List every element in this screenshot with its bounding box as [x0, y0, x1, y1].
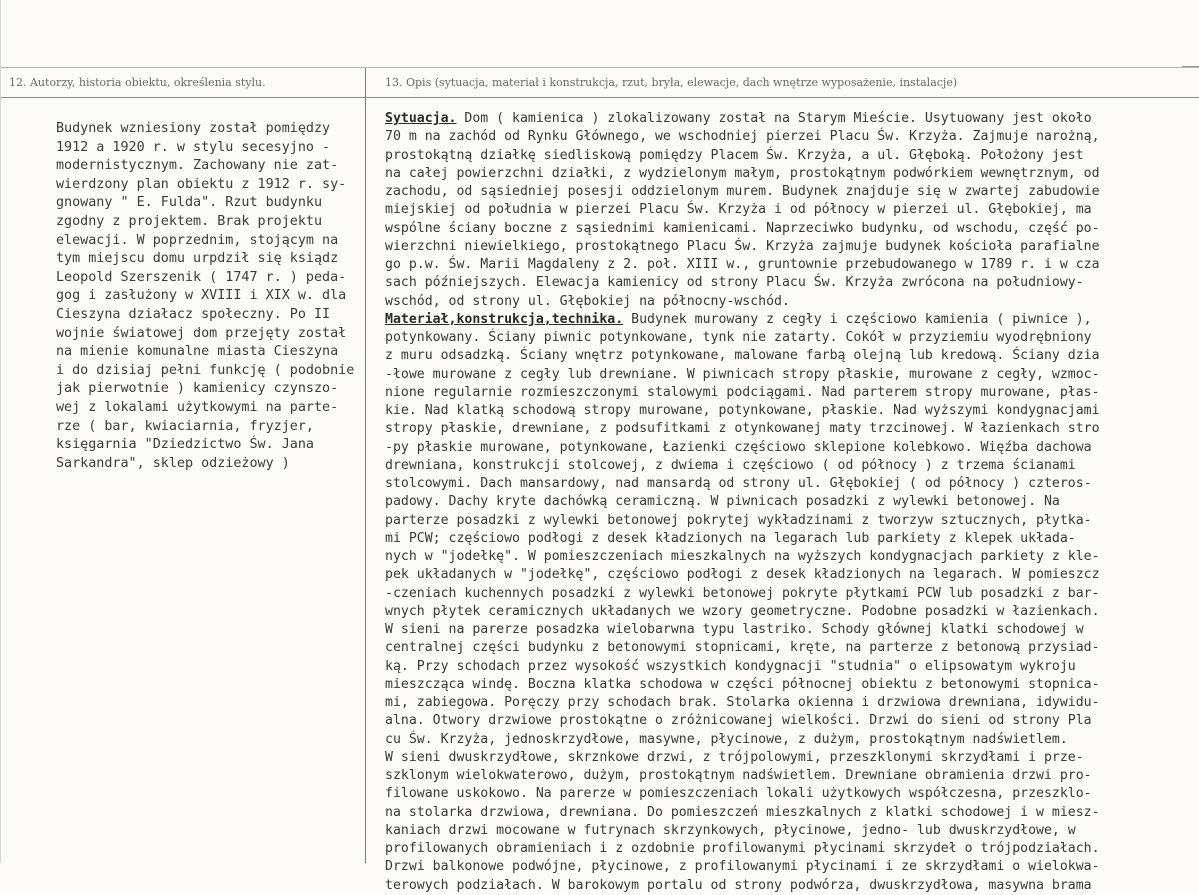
- material-line: kie. Nad klatką schodową stropy murowane, potynkowane, płaskie. Nad wyższymi kondygnacjami: [385, 403, 1100, 418]
- material-line: z muru odsadzką. Ściany wnętrz potynkowane, malowane farbą olejną lub kredową. Ściany dzia: [385, 348, 1100, 364]
- material-line: na stolarka drzwiowa, drewniana. Do pomieszczeń mieszkalnych z klatki schodowej i w miesz-: [385, 804, 1100, 820]
- history-line: Leopold Szerszenik ( 1747 r. ) peda-: [56, 269, 347, 285]
- material-line: -łowe murowane z cegły lub drewniane. W piwnicach stropy płaskie, murowane z cegły, wzmoc-: [385, 366, 1100, 382]
- history-line: wej z lokalami użytkowymi na parte-: [56, 399, 339, 415]
- history-line: i do dzisiaj pełni funkcję ( podobnie: [56, 362, 355, 378]
- section-13-header: 13. Opis (sytuacja, materiał i konstrukcja, rzut, bryła, elewacje, dach wnętrze wyposażenie, instalacje): [385, 76, 958, 89]
- history-line: 1912 a 1920 r. w stylu secesyjno -: [56, 139, 331, 155]
- history-line: modernistycznym. Zachowany nie zat-: [56, 158, 339, 174]
- history-line: elewacji. W poprzednim, stojącym na: [56, 232, 339, 248]
- material-line: W sieni na parerze posadzka wielobarwna typu lastriko. Schody głównej klatki schodowej w: [385, 622, 1084, 637]
- history-line: Budynek wzniesiony został pomiędzy: [56, 121, 331, 136]
- material-line: pek układanych w "jodełkę", częściowo podłogi z desek kładzionych na legarach. W pomieszcz: [385, 567, 1100, 583]
- situation-first-line: [385, 110, 1190, 128]
- history-line: rze ( bar, kwiaciarnia, fryzjer,: [56, 418, 314, 434]
- description-text-block: [385, 110, 1190, 895]
- material-line: kaniach drzwi mocowane w futrynach skrzynkowych, płycinowe, jedno- lub dwuskrzydłowe, w: [385, 822, 1076, 838]
- material-heading: Materiał,konstrukcja,technika.: [385, 311, 624, 327]
- material-line: nych w "jodełkę". W pomieszczeniach mieszkalnych na wyższych kondygnacjach parkiety z kle-: [385, 549, 1100, 564]
- history-line: tym miejscu domu urpdził się ksiądz: [56, 251, 339, 267]
- material-line: Budynek murowany z cegły i częściowo kamienia ( piwnice ),: [623, 311, 1092, 327]
- material-first-line: [385, 311, 1190, 329]
- history-line: zgodny z projektem. Brak projektu: [56, 213, 323, 229]
- material-line: -czeniach kuchennych posadzki z wylewki betonowej pokryte płytkami PCW lub posadzki z bar-: [385, 585, 1100, 601]
- situation-line: sach późniejszych. Elewacja kamienicy od strony Placu Św. Krzyża zwrócona na południowy-: [385, 275, 1084, 291]
- situation-heading: Sytuacja.: [385, 111, 457, 126]
- situation-line: Dom ( kamienica ) zlokalizowany został na Starym Mieście. Usytuowany jest około: [456, 111, 1092, 126]
- history-line: jak pierwotnie ) kamienicy czynszo-: [56, 381, 339, 397]
- material-line: stropy płaskie, drewniane, z podsufitkami z otynkowanej maty trzcinowej. W łazienkach stro: [385, 421, 1100, 437]
- history-line: gog i zasłużony w XVIII i XIX w. dla: [56, 288, 347, 304]
- header-rule: [1, 97, 1199, 98]
- situation-line: wierzchni niewielkiego, prostokątnego Placu Św. Krzyża zajmuje budynek kościoła parafialne: [385, 238, 1100, 254]
- material-line: mi, zabiegowa. Poręczy przy schodach brak. Stolarka okienna i drzwiowa drewniana, idywidu-: [385, 695, 1100, 710]
- situation-line: miejskiej od południa w pierzei Placu Św. Krzyża i od północy w pierzei ul. Głębokiej, ma: [385, 202, 1092, 218]
- material-line: szklonym wielokwaterowo, dużym, prostokątnym nadświetlem. Drewniane obramienia drzwi pro-: [385, 768, 1092, 783]
- material-line: terowych podziałach. W barokowym portalu od strony podwórza, dwuskrzydłowa, masywna brama: [385, 877, 1092, 893]
- material-line: nione regularnie rozmieszczonymi stalowymi podciągami. Nad parterem stropy murowane, płas-: [385, 384, 1100, 400]
- situation-line: go p.w. Św. Marii Magdaleny z 2. poł. XIII w., gruntownie przebudowanego w 1789 r. i w cza: [385, 257, 1100, 272]
- history-line: gnowany " E. Fulda". Rzut budynku: [56, 195, 323, 211]
- material-line: parterze posadzki z wylewki betonowej pokrytej wykładzinami z tworzyw sztucznych, płytka-: [385, 512, 1092, 528]
- history-line: księgarnia "Dziedzictwo Św. Jana: [56, 437, 314, 453]
- column-divider: [365, 68, 366, 863]
- material-line: mi PCW; częściowo podłogi z desek kładzionych na legarach lub parkiety z klepek układa-: [385, 530, 1076, 546]
- corner-tick: [1182, 66, 1199, 67]
- material-line: profilowanych obramieniach i z ozdobnie profilowanymi płycinami skrzydeł o trójpodziałach.: [385, 841, 1100, 856]
- material-line: stolcowymi. Dach mansardowy, nad mansardą od strony ul. Głębokiej ( od północy ) czteros-: [385, 476, 1092, 491]
- situation-line: 70 m na zachód od Rynku Głównego, we wschodniej pierzei Placu Św. Krzyża. Zajmuje narożną,: [385, 129, 1100, 145]
- history-line: wierdzony plan obiektu z 1912 r. sy-: [56, 176, 347, 192]
- material-line: alna. Otwory drzwiowe prostokątne o zróżnicowanej wielkości. Drzwi do sieni od strony Pla: [385, 713, 1092, 729]
- material-line: Drzwi balkonowe podwójne, płycinowe, z profilowanymi płycinami i ze skrzydłami o wielokwa-: [385, 859, 1100, 875]
- situation-line: zachodu, od sąsiedniej posesji oddzielonym murem. Budynek znajduje się w zwartej zabudowie: [385, 184, 1100, 199]
- material-line: centralnej części budynku z betonowymi stopnicami, kręte, na parterze z betonową przysiad-: [385, 640, 1100, 656]
- history-line: na mienie komunalne miasta Cieszyna: [56, 344, 339, 360]
- material-line: cu Św. Krzyża, jednoskrzydłowe, masywne, płycinowe, z dużym, prostokątnym nadświetlem.: [385, 731, 1068, 747]
- situation-line: wspólne ściany boczne z sąsiednimi kamienicami. Naprzeciwko budynku, od wschodu, część po-: [385, 220, 1100, 236]
- material-line: drewniana, konstrukcji stolcowej, z dwiema i częściowo ( od północy ) z trzema ścianami: [385, 457, 1076, 473]
- material-line: wnych płytek ceramicznych układanych we wzory geometryczne. Podobne posadzki w łazienkach.: [385, 603, 1100, 619]
- material-line: -py płaskie murowane, potynkowane, Łazienki częściowo sklepione kolebkowo. Więźba dachowa: [385, 439, 1092, 455]
- top-rule: [1, 67, 1199, 68]
- situation-line: na całej powierzchni działki, z wydzielonym małym, prostokątnym podwórkiem wewnętrznym, od: [385, 165, 1100, 181]
- situation-line: wschód, od strony ul. Głębokiej na północny-wschód.: [385, 293, 790, 309]
- material-line: potynkowany. Ściany piwnic potynkowane, tynk nie zatarty. Cokół w przyziemiu wyodrębniony: [385, 330, 1092, 345]
- material-line: mieszcząca windę. Boczna klatka schodowa w części północnej obiektu z betonowymi stopnica-: [385, 676, 1100, 692]
- situation-line: prostokątną działkę siedliskową pomiędzy Placem Św. Krzyża, a ul. Głęboką. Położony jest: [385, 147, 1084, 163]
- material-line: ką. Przy schodach przez wysokość wszystkich kondygnacji "studnia" o elipsowatym wykroju: [385, 658, 1076, 674]
- section-12-header: 12. Autorzy, historia obiektu, określenia stylu.: [9, 76, 266, 89]
- material-line: W sieni dwuskrzydłowe, skrznkowe drzwi, z trójpolowymi, przeszklonymi skrzydłami i prze-: [385, 749, 1084, 765]
- history-line: Cieszyna działacz społeczny. Po II: [56, 306, 331, 322]
- material-line: padowy. Dachy kryte dachówką ceramiczną. W piwnicach posadzki z wylewki betonowej. Na: [385, 494, 1060, 510]
- history-line: Sarkandra", sklep odzieżowy ): [56, 455, 290, 471]
- material-line: filowane uskokowo. Na parerze w pomieszczeniach lokali użytkowych współczesna, przeszklo-: [385, 786, 1092, 802]
- history-line: wojnie światowej dom przejęty został: [56, 325, 347, 341]
- history-text-block: [56, 120, 362, 473]
